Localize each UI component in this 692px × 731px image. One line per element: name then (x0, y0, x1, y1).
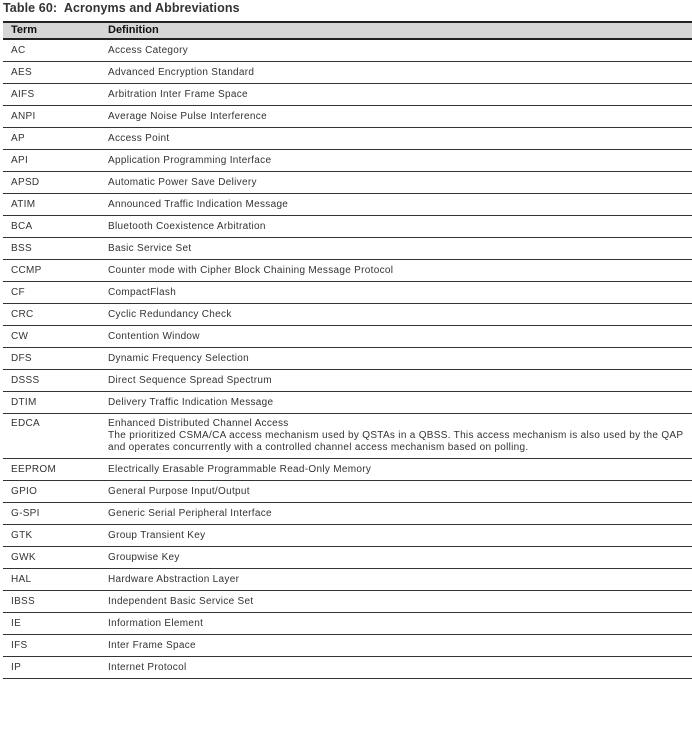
term-cell: API (3, 150, 100, 172)
definition-cell (100, 216, 692, 238)
table-row (3, 216, 692, 238)
table-row (3, 657, 692, 679)
table-row (3, 326, 692, 348)
definition-text: Internet Protocol (108, 661, 187, 673)
table-row (3, 414, 692, 459)
definition-cell (100, 591, 692, 613)
table-row (3, 39, 692, 62)
definition-cell (100, 62, 692, 84)
definition-text: Inter Frame Space (108, 639, 196, 651)
definition-text: Groupwise Key (108, 551, 180, 563)
table-row (3, 370, 692, 392)
term-cell: APSD (3, 172, 100, 194)
definition-cell (100, 304, 692, 326)
definition-cell (100, 635, 692, 657)
term-cell: ATIM (3, 194, 100, 216)
term-cell: IP (3, 657, 100, 679)
definition-text: Access Point (108, 132, 170, 144)
definition-text: Hardware Abstraction Layer (108, 573, 240, 585)
table-header-row (3, 22, 692, 39)
definition-cell (100, 260, 692, 282)
definition-cell (100, 657, 692, 679)
definition-cell (100, 569, 692, 591)
definition-text: Enhanced Distributed Channel Access (108, 418, 289, 429)
table-row (3, 525, 692, 547)
term-cell: DTIM (3, 392, 100, 414)
definition-cell (100, 194, 692, 216)
definition-cell (100, 150, 692, 172)
term-cell: HAL (3, 569, 100, 591)
definition-text: Generic Serial Peripheral Interface (108, 507, 272, 519)
definition-cell (100, 326, 692, 348)
term-cell: ANPI (3, 106, 100, 128)
term-cell: BSS (3, 238, 100, 260)
table-row (3, 613, 692, 635)
table-row (3, 635, 692, 657)
acronyms-table (3, 21, 692, 679)
term-cell: DFS (3, 348, 100, 370)
term-cell: CW (3, 326, 100, 348)
definition-cell (100, 613, 692, 635)
table-row (3, 194, 692, 216)
definition-text: Automatic Power Save Delivery (108, 176, 257, 188)
definition-text: Application Programming Interface (108, 154, 272, 166)
term-cell: IBSS (3, 591, 100, 613)
table-row (3, 84, 692, 106)
term-cell: AIFS (3, 84, 100, 106)
term-cell: EEPROM (3, 459, 100, 481)
definition-text: Advanced Encryption Standard (108, 66, 255, 78)
definition-cell (100, 392, 692, 414)
definition-cell (100, 84, 692, 106)
table-row (3, 503, 692, 525)
definition-text: Direct Sequence Spread Spectrum (108, 374, 272, 386)
table-row (3, 282, 692, 304)
table-row (3, 459, 692, 481)
definition-cell (100, 503, 692, 525)
definition-text: Counter mode with Cipher Block Chaining Message Protocol (108, 264, 394, 276)
table-row (3, 348, 692, 370)
table-row (3, 304, 692, 326)
term-cell: GTK (3, 525, 100, 547)
definition-cell (100, 370, 692, 392)
definition-cell (100, 348, 692, 370)
definition-cell (100, 39, 692, 62)
term-cell: CCMP (3, 260, 100, 282)
definition-text: Information Element (108, 617, 204, 629)
definition-cell (100, 172, 692, 194)
term-cell: DSSS (3, 370, 100, 392)
term-cell: GPIO (3, 481, 100, 503)
term-cell: GWK (3, 547, 100, 569)
table-row (3, 106, 692, 128)
term-cell: CRC (3, 304, 100, 326)
table-row (3, 260, 692, 282)
definition-text: Dynamic Frequency Selection (108, 352, 249, 364)
definition-text: Cyclic Redundancy Check (108, 308, 232, 320)
definition-cell (100, 106, 692, 128)
definition-text: Arbitration Inter Frame Space (108, 88, 248, 100)
definition-cell (100, 282, 692, 304)
definition-cell (100, 128, 692, 150)
term-cell: IFS (3, 635, 100, 657)
term-cell: AC (3, 39, 100, 62)
table-row (3, 591, 692, 613)
header-definition: Definition (100, 22, 692, 39)
term-cell: IE (3, 613, 100, 635)
definition-cell (100, 525, 692, 547)
term-cell: EDCA (3, 414, 100, 459)
definition-text: Announced Traffic Indication Message (108, 198, 289, 210)
definition-text: Contention Window (108, 330, 200, 342)
definition-text: Electrically Erasable Programmable Read-Only Memory (108, 463, 372, 475)
definition-text: Bluetooth Coexistence Arbitration (108, 220, 266, 232)
definition-text: CompactFlash (108, 286, 177, 298)
definition-text: Average Noise Pulse Interference (108, 110, 267, 122)
definition-cell (100, 547, 692, 569)
table-row (3, 150, 692, 172)
definition-text: Independent Basic Service Set (108, 595, 254, 607)
definition-text: General Purpose Input/Output (108, 485, 250, 497)
table-body (3, 39, 692, 679)
definition-cell (100, 459, 692, 481)
term-cell: BCA (3, 216, 100, 238)
table-caption: Table 60: Acronyms and Abbreviations (3, 1, 240, 15)
definition-cell (100, 414, 692, 459)
term-cell: G-SPI (3, 503, 100, 525)
definition-text: Access Category (108, 44, 189, 56)
table-row (3, 547, 692, 569)
table-row (3, 481, 692, 503)
definition-text: The prioritized CSMA/CA access mechanism used by QSTAs in a QBSS. This access mechanism is also used by the QAP and operates concurrently with a controlled channel access mechanism based on polling. (108, 430, 684, 453)
table-row (3, 62, 692, 84)
table-row (3, 172, 692, 194)
table-row (3, 238, 692, 260)
header-term: Term (3, 22, 100, 39)
term-cell: AES (3, 62, 100, 84)
definition-cell (100, 481, 692, 503)
definition-text: Group Transient Key (108, 529, 206, 541)
definition-cell (100, 238, 692, 260)
term-cell: AP (3, 128, 100, 150)
table-row (3, 569, 692, 591)
definition-text: Delivery Traffic Indication Message (108, 396, 274, 408)
table-row (3, 392, 692, 414)
definition-text: Basic Service Set (108, 242, 192, 254)
table-row (3, 128, 692, 150)
term-cell: CF (3, 282, 100, 304)
